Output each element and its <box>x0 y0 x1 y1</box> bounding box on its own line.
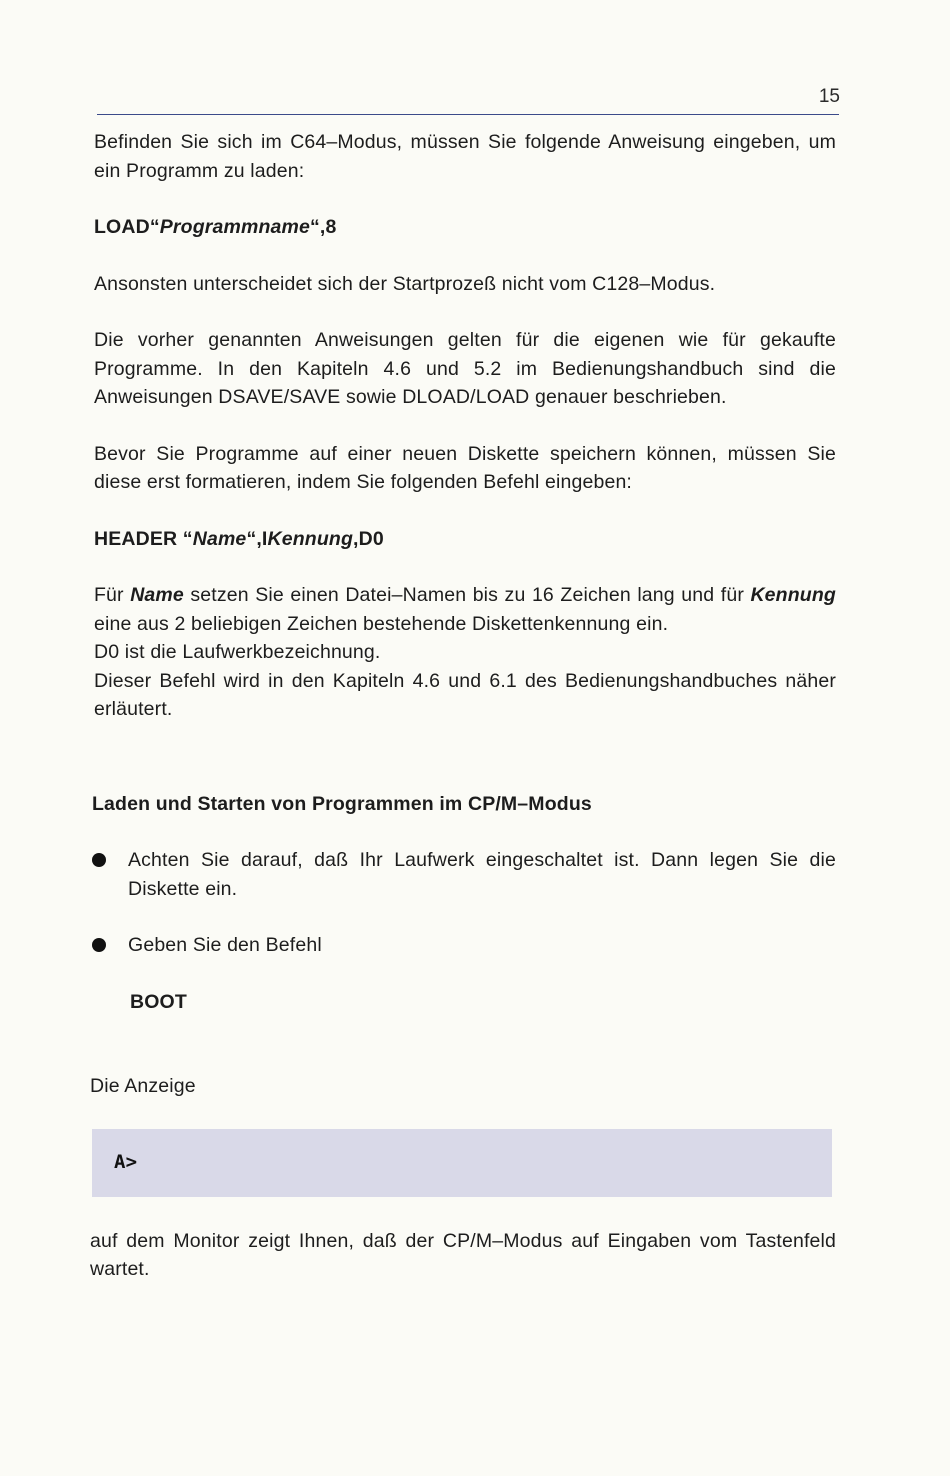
load-command-prefix: LOAD“ <box>94 216 160 238</box>
header-command-suffix: ,D0 <box>353 527 384 550</box>
header-command-kennung: Kennung <box>267 527 354 550</box>
paragraph-format: Bevor Sie Programme auf einer neuen Diskette speichern können, müssen Sie diese erst formatieren, indem Sie folgenden Befehl eingeben: <box>94 442 836 493</box>
page-number: 15 <box>818 86 840 107</box>
header-command <box>94 525 836 554</box>
list-item-text: Achten Sie darauf, daß Ihr Laufwerk eingeschaltet ist. Dann legen Sie die Diskette ein. <box>128 849 836 900</box>
screen-display-box <box>92 1129 832 1197</box>
header-command-name: Name <box>192 527 247 550</box>
page-content <box>90 128 836 1284</box>
header-command-prefix: HEADER “ <box>94 527 193 550</box>
list-item-text: Geben Sie den Befehl <box>128 934 322 956</box>
paragraph-display-label: Die Anzeige <box>90 1075 196 1097</box>
paragraph-instructions: Die vorher genannten Anweisungen gelten für die eigenen wie für gekaufte Programme. In den Kapiteln 4.6 und 5.2 im Bedienungshandbuch sind die Anweisungen DSAVE/SAVE sowie DLOAD/LOAD genauer beschrieben. <box>94 329 836 408</box>
header-command-mid: “,I <box>246 527 268 550</box>
term-name: Name <box>130 584 184 606</box>
paragraph-reference: Dieser Befehl wird in den Kapiteln 4.6 und 6.1 des Bedienungshandbuches näher erläutert. <box>94 669 836 720</box>
list-item <box>92 931 836 960</box>
bullet-icon <box>92 938 106 952</box>
paragraph-c64-intro: Befinden Sie sich im C64–Modus, müssen Sie folgende Anweisung eingeben, um ein Programm zu laden: <box>94 131 836 182</box>
paragraph-monitor: auf dem Monitor zeigt Ihnen, daß der CP/M–Modus auf Eingaben vom Tastenfeld wartet. <box>90 1229 836 1280</box>
text-fragment: Für <box>94 584 131 606</box>
header-rule <box>97 114 839 115</box>
text-fragment: setzen Sie einen Datei–Namen bis zu 16 Zeichen lang und für <box>183 584 751 606</box>
term-kennung: Kennung <box>750 584 836 606</box>
load-command-suffix: “,8 <box>310 216 337 238</box>
paragraph-start-process: Ansonsten unterscheidet sich der Startprozeß nicht vom C128–Modus. <box>94 272 716 295</box>
boot-command: BOOT <box>130 990 187 1013</box>
bullet-icon <box>92 853 106 867</box>
paragraph-drive-label: D0 ist die Laufwerkbezeichnung. <box>94 641 381 663</box>
paragraph-name-kennung <box>94 581 836 638</box>
load-command-program-name: Programmname <box>159 216 311 238</box>
load-command <box>94 213 836 242</box>
section-heading: Laden und Starten von Programmen im CP/M–Modus <box>92 792 592 815</box>
list-item <box>92 846 836 903</box>
cpm-prompt: A> <box>114 1150 138 1173</box>
text-fragment: eine aus 2 beliebigen Zeichen bestehende Diskettenkennung ein. <box>94 612 669 635</box>
